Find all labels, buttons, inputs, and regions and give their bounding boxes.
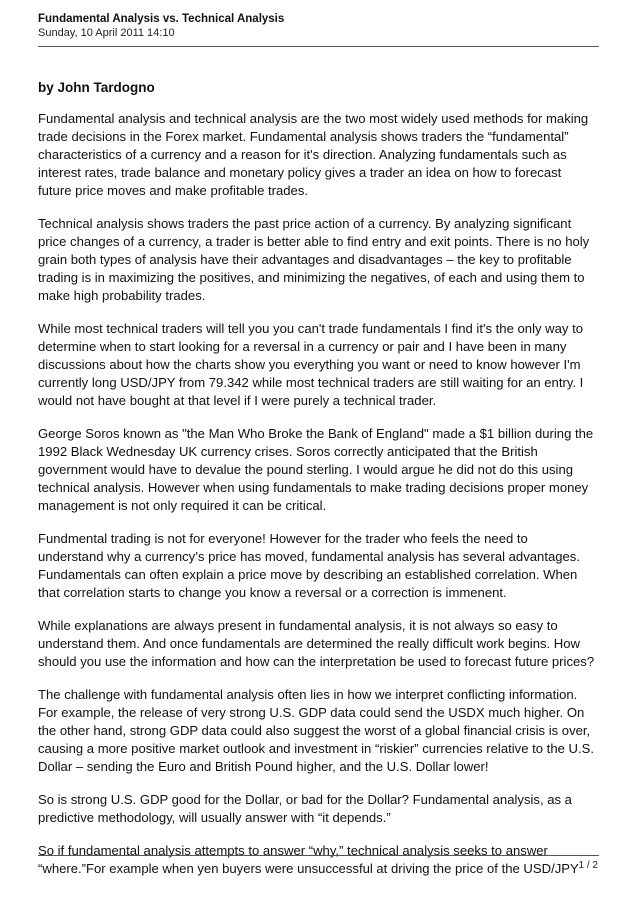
- article-body: [38, 80, 600, 893]
- text-line: trading is in maximizing the positives, and minimizing the negatives, of each and using them to: [38, 270, 585, 285]
- text-line: grain both types of analysis have their advantages and disadvantages – the key to profitable: [38, 252, 572, 267]
- paragraph: [38, 320, 600, 410]
- text-line: currently long USD/JPY from 79.342 while most technical traders are still waiting for an entry. I: [38, 375, 584, 390]
- text-line: make high probability trades.: [38, 288, 206, 303]
- text-line: 1992 Black Wednesday UK currency crises. Soros correctly anticipated that the British: [38, 444, 538, 459]
- paragraph: [38, 530, 600, 602]
- text-line: The challenge with fundamental analysis often lies in how we interpret conflicting information.: [38, 687, 578, 702]
- text-line: technical analysis. However when using fundamentals to make trading decisions proper money: [38, 480, 589, 495]
- text-line: would not have bought at that level if I were purely a technical trader.: [38, 393, 437, 408]
- text-line: Fundmental trading is not for everyone! However for the trader who feels the need to: [38, 531, 528, 546]
- text-line: understand why a currency’s price has moved, fundamental analysis has several advantages.: [38, 549, 580, 564]
- header-title: Fundamental Analysis vs. Technical Analysis: [38, 13, 285, 25]
- text-line: Dollar – sending the Euro and British Pound higher, and the U.S. Dollar lower!: [38, 759, 489, 774]
- text-line: “where.”For example when yen buyers were unsuccessful at driving the price of the USD/JPY: [38, 861, 579, 876]
- text-line: Fundamentals can often explain a price move by describing an established correlation. When: [38, 567, 578, 582]
- article-byline: by John Tardogno: [38, 80, 155, 95]
- paragraph: [38, 791, 600, 827]
- paragraph: [38, 110, 600, 200]
- text-line: discussions about how the charts show you everything you want or need to know however I'm: [38, 357, 581, 372]
- text-line: predictive methodology, will usually answer with “it depends.”: [38, 810, 391, 825]
- text-line: understand them. And once fundamentals are determined the really difficult work begins. How: [38, 636, 581, 651]
- text-line: that correlation starts to change you know a reversal or a correction is immenent.: [38, 585, 507, 600]
- text-line: should you use the information and how can the interpretation be used to forecast future prices?: [38, 654, 595, 669]
- footer-divider: [38, 855, 599, 856]
- text-line: While most technical traders will tell you you can't trade fundamentals I find it's the only way to: [38, 321, 584, 336]
- text-line: Fundamental analysis and technical analysis are the two most widely used methods for making: [38, 111, 589, 126]
- text-line: determine when to start looking for a reversal in a currency or pair and I have been in many: [38, 339, 567, 354]
- text-line: the other hand, strong GDP data could also suggest the worst of a global financial crisis is over,: [38, 723, 591, 738]
- paragraph: [38, 686, 600, 776]
- paragraph: [38, 215, 600, 305]
- text-line: For example, the release of very strong U.S. GDP data could send the USDX much higher. On: [38, 705, 585, 720]
- text-line: So is strong U.S. GDP good for the Dollar, or bad for the Dollar? Fundamental analysis, as a: [38, 792, 572, 807]
- text-line: future price moves and make profitable trades.: [38, 183, 309, 198]
- header-date: Sunday, 10 April 2011 14:10: [38, 27, 175, 39]
- paragraph: [38, 617, 600, 671]
- text-line: George Soros known as "the Man Who Broke the Bank of England" made a $1 billion during the: [38, 426, 594, 441]
- text-line: interest rates, trade balance and monetary policy gives a trader an idea on how to forecast: [38, 165, 562, 180]
- text-line: management is not only required it can be critical.: [38, 498, 327, 513]
- paragraph: [38, 842, 600, 878]
- text-line: Technical analysis shows traders the past price action of a currency. By analyzing significant: [38, 216, 572, 231]
- paragraph: [38, 425, 600, 515]
- page-header: [38, 12, 598, 40]
- header-divider: [38, 46, 599, 47]
- page-number: 1 / 2: [578, 860, 598, 871]
- text-line: trade decisions in the Forex market. Fundamental analysis shows traders the “fundamental”: [38, 129, 569, 144]
- text-line: While explanations are always present in fundamental analysis, it is not always so easy to: [38, 618, 558, 633]
- text-line: characteristics of a currency and a reason for it's direction. Analyzing fundamentals such as: [38, 147, 567, 162]
- text-line: So if fundamental analysis attempts to answer “why,” technical analysis seeks to answer: [38, 843, 548, 858]
- text-line: price changes of a currency, a trader is better able to find entry and exit points. There is no holy: [38, 234, 590, 249]
- text-line: causing a more positive market outlook and investment in “riskier” currencies relative to the U.S.: [38, 741, 594, 756]
- text-line: government would have to devalue the pound sterling. I would argue he did not do this using: [38, 462, 574, 477]
